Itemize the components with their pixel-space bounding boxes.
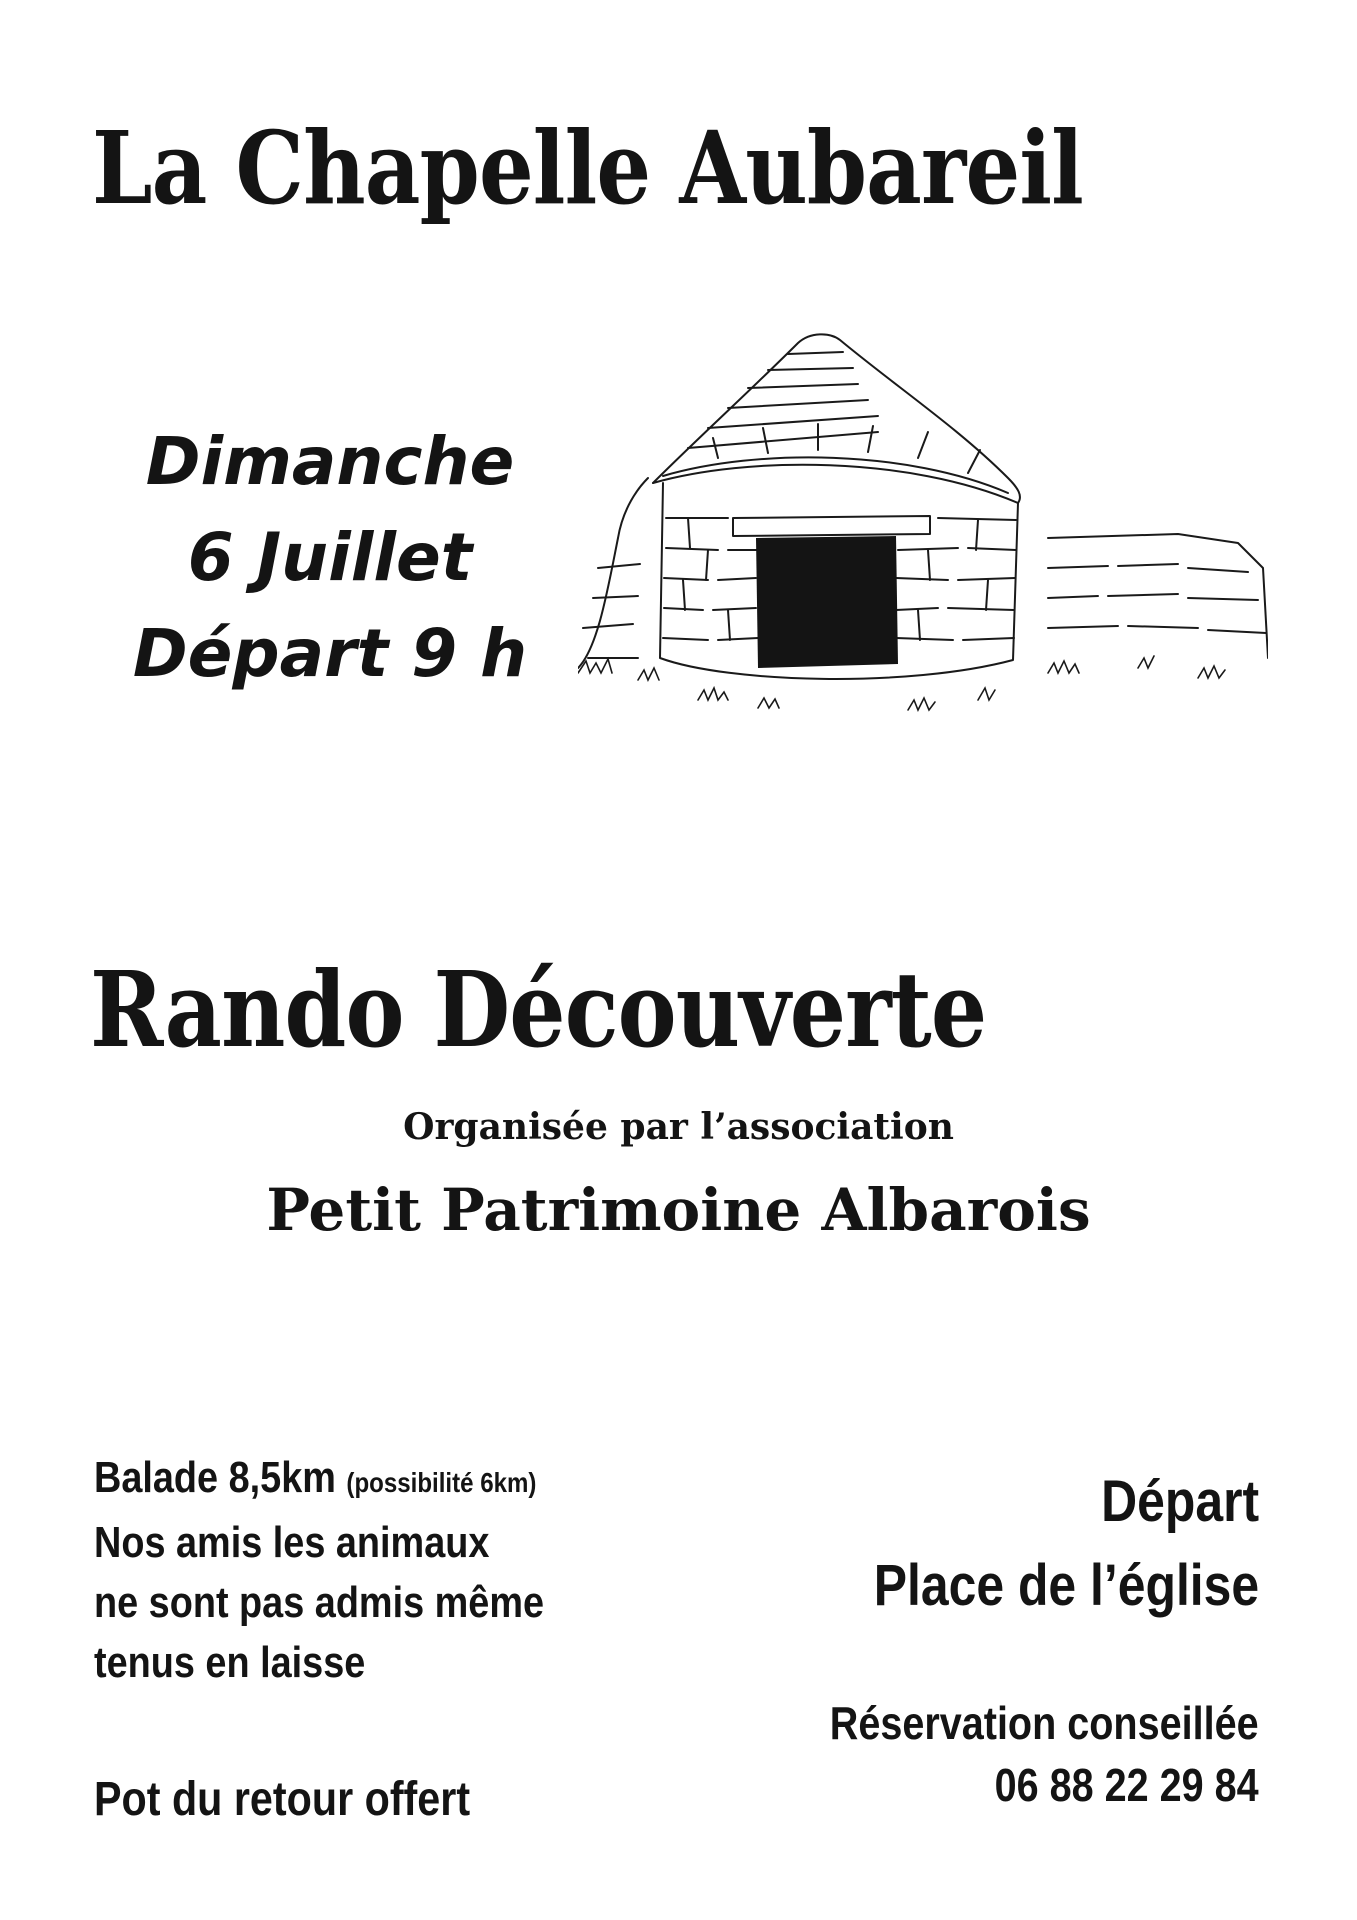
- phone-number: 06 88 22 29 84: [995, 1759, 1259, 1811]
- association-name: Petit Patrimoine Albarois: [266, 1176, 1091, 1244]
- date-block: [100, 414, 560, 702]
- organiser-intro: Organisée par l’association: [403, 1106, 954, 1148]
- event-title: Rando Découverte: [90, 948, 987, 1071]
- event-start-time: Départ 9 h: [132, 615, 528, 692]
- departure-label: Départ: [1101, 1469, 1259, 1534]
- animals-line-2: ne sont pas admis même: [94, 1578, 545, 1627]
- town-title: La Chapelle Aubareil: [92, 109, 1083, 227]
- animals-line-1: Nos amis les animaux: [94, 1518, 490, 1567]
- walk-distance: Balade 8,5km: [94, 1453, 336, 1502]
- departure-place: Place de l’église: [873, 1553, 1259, 1618]
- walk-distance-line: [94, 1448, 544, 1513]
- drink-offer: Pot du retour offert: [94, 1773, 471, 1826]
- reservation-block: [830, 1692, 1259, 1816]
- event-date: 6 Juillet: [187, 519, 473, 596]
- walk-details: [94, 1448, 544, 1693]
- walk-option: (possibilité 6km): [346, 1467, 537, 1498]
- departure-location: [874, 1460, 1259, 1628]
- event-day: Dimanche: [145, 423, 515, 500]
- reservation-label: Réservation conseillée: [830, 1697, 1259, 1749]
- animals-line-3: tenus en laisse: [94, 1638, 366, 1687]
- stone-hut-drawing-icon: [578, 328, 1268, 758]
